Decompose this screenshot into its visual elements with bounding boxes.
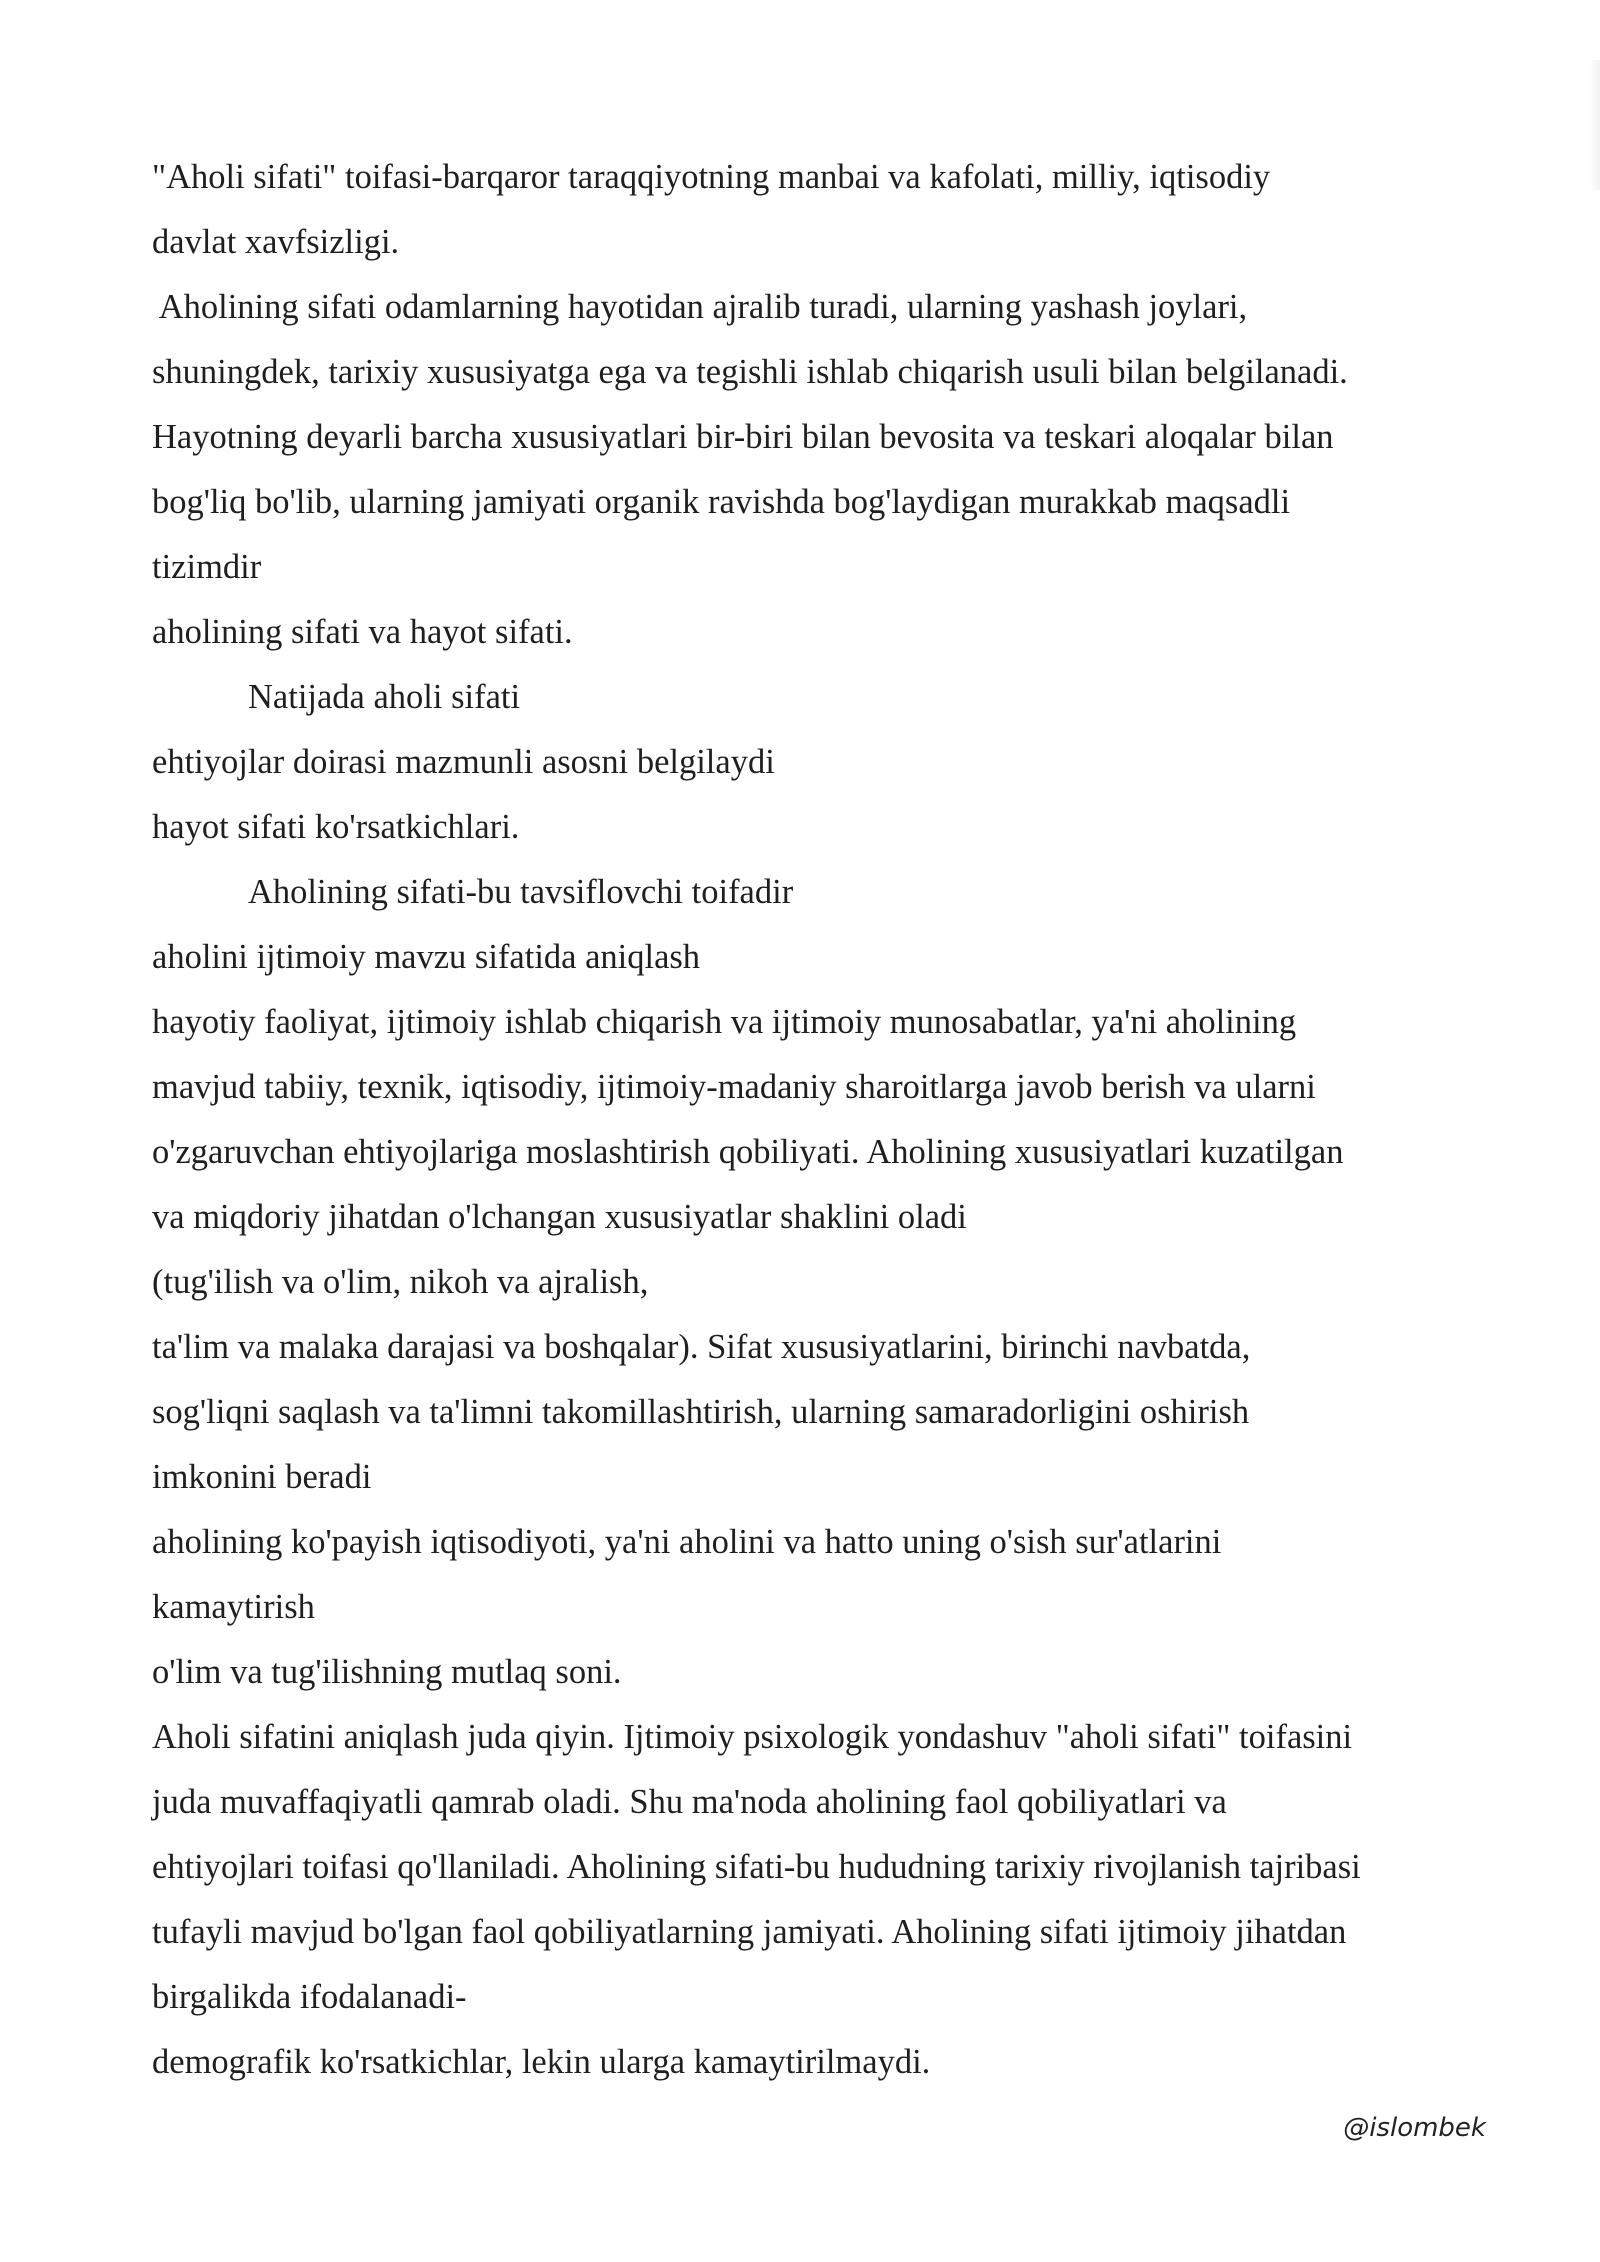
text-line-indented: Aholining sifati-bu tavsiflovchi toifadir <box>248 873 794 911</box>
author-signature: @islombek <box>1343 2113 1486 2143</box>
text-line: sog'liqni saqlash va ta'limni takomillashtirish, ularning samaradorligini oshirish <box>152 1393 1250 1431</box>
text-line: shuningdek, tarixiy xususiyatga ega va tegishli ishlab chiqarish usuli bilan belgilanadi. <box>152 353 1348 391</box>
text-line: Aholining sifati odamlarning hayotidan ajralib turadi, ularning yashash joylari, <box>152 288 1248 326</box>
text-line: Hayotning deyarli barcha xususiyatlari bir-biri bilan bevosita va teskari aloqalar bilan <box>152 418 1334 456</box>
page-edge-shadow <box>1590 60 1600 190</box>
text-line: aholining ko'payish iqtisodiyoti, ya'ni aholini va hatto uning o'sish sur'atlarini <box>152 1523 1222 1561</box>
text-line: davlat xavfsizligi. <box>152 223 400 261</box>
text-line: ehtiyojlari toifasi qo'llaniladi. Aholining sifati-bu hududning tarixiy rivojlanish tajribasi <box>152 1848 1361 1886</box>
text-line-indented: Natijada aholi sifati <box>248 678 521 716</box>
text-line: (tug'ilish va o'lim, nikoh va ajralish, <box>152 1263 649 1301</box>
text-line: birgalikda ifodalanadi- <box>152 1978 467 2016</box>
document-body <box>152 145 1492 2095</box>
text-line: "Aholi sifati" toifasi-barqaror taraqqiyotning manbai va kafolati, milliy, iqtisodiy <box>152 158 1271 196</box>
text-line: imkonini beradi <box>152 1458 372 1496</box>
text-line: bog'liq bo'lib, ularning jamiyati organik ravishda bog'laydigan murakkab maqsadli <box>152 483 1291 521</box>
text-line: o'lim va tug'ilishning mutlaq soni. <box>152 1653 622 1691</box>
text-line: mavjud tabiiy, texnik, iqtisodiy, ijtimoiy-madaniy sharoitlarga javob berish va ularni <box>152 1068 1316 1106</box>
text-line: aholini ijtimoiy mavzu sifatida aniqlash <box>152 938 701 976</box>
text-line: ehtiyojlar doirasi mazmunli asosni belgilaydi <box>152 743 775 781</box>
text-line: ta'lim va malaka darajasi va boshqalar). Sifat xususiyatlarini, birinchi navbatda, <box>152 1328 1251 1366</box>
text-line: kamaytirish <box>152 1588 315 1626</box>
text-line: hayot sifati ko'rsatkichlari. <box>152 808 520 846</box>
text-line: va miqdoriy jihatdan o'lchangan xususiyatlar shaklini oladi <box>152 1198 967 1236</box>
text-line: tizimdir <box>152 548 262 586</box>
text-line: juda muvaffaqiyatli qamrab oladi. Shu ma'noda aholining faol qobiliyatlari va <box>152 1783 1227 1821</box>
text-line: o'zgaruvchan ehtiyojlariga moslashtirish qobiliyati. Aholining xususiyatlari kuzatilgan <box>152 1133 1344 1171</box>
text-line: hayotiy faoliyat, ijtimoiy ishlab chiqarish va ijtimoiy munosabatlar, ya'ni aholining <box>152 1003 1297 1041</box>
text-line: aholining sifati va hayot sifati. <box>152 613 573 651</box>
text-line: demografik ko'rsatkichlar, lekin ularga kamaytirilmaydi. <box>152 2043 931 2081</box>
text-line: Aholi sifatini aniqlash juda qiyin. Ijtimoiy psixologik yondashuv "aholi sifati" toifasini <box>152 1718 1353 1756</box>
text-line: tufayli mavjud bo'lgan faol qobiliyatlarning jamiyati. Aholining sifati ijtimoiy jihatdan <box>152 1913 1347 1951</box>
